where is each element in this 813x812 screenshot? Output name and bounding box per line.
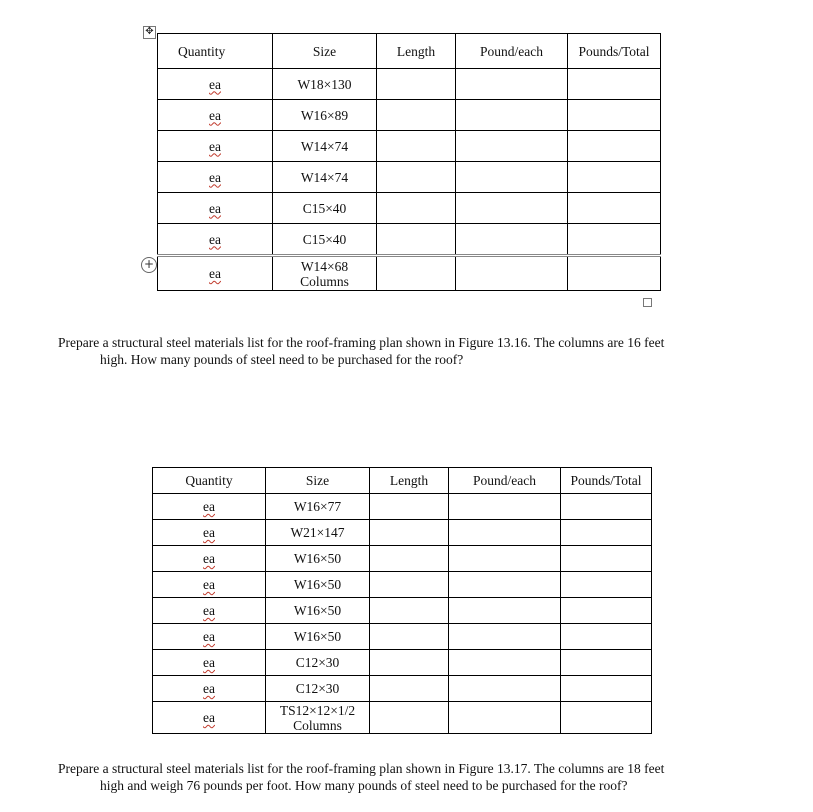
pounds-total-cell[interactable]: [568, 224, 661, 256]
header-length[interactable]: Length: [370, 468, 449, 494]
table-row: [153, 676, 652, 702]
pound-each-cell[interactable]: [449, 572, 561, 598]
pounds-total-cell[interactable]: [561, 598, 652, 624]
pounds-total-cell[interactable]: [561, 572, 652, 598]
pound-each-cell[interactable]: [456, 131, 568, 162]
size-cell[interactable]: W16×50: [266, 572, 370, 598]
table-row: [153, 624, 652, 650]
quantity-unit: ea: [209, 76, 221, 92]
header-quantity[interactable]: Quantity: [158, 34, 273, 69]
table-row: [153, 494, 652, 520]
pound-each-cell[interactable]: [449, 676, 561, 702]
length-cell[interactable]: [377, 69, 456, 100]
table-row: [158, 193, 661, 224]
quantity-unit: ea: [203, 603, 215, 618]
table-row: [153, 598, 652, 624]
quantity-unit: ea: [209, 231, 221, 247]
length-cell[interactable]: [370, 650, 449, 676]
table-row: [153, 650, 652, 676]
paragraph-line: Prepare a structural steel materials list for the roof-framing plan shown in Figure 13.17. The columns are 18 feet: [58, 761, 665, 776]
quantity-unit: ea: [209, 200, 221, 216]
quantity-unit: ea: [209, 107, 221, 123]
quantity-cell[interactable]: [153, 650, 266, 676]
table-row: [158, 69, 661, 100]
size-cell[interactable]: W21×147: [266, 520, 370, 546]
table-row: [153, 520, 652, 546]
pound-each-cell[interactable]: [456, 100, 568, 131]
pounds-total-cell[interactable]: [561, 702, 652, 734]
header-pounds-total[interactable]: Pounds/Total: [568, 34, 661, 69]
problem-paragraph-2: [58, 760, 758, 794]
pounds-total-cell[interactable]: [561, 546, 652, 572]
quantity-cell[interactable]: [158, 100, 273, 131]
quantity-cell[interactable]: [158, 193, 273, 224]
length-cell[interactable]: [377, 224, 456, 256]
length-cell[interactable]: [370, 494, 449, 520]
pound-each-cell[interactable]: [449, 520, 561, 546]
pounds-total-cell[interactable]: [568, 100, 661, 131]
header-quantity[interactable]: Quantity: [153, 468, 266, 494]
table-row: [153, 702, 652, 734]
length-cell[interactable]: [377, 131, 456, 162]
pounds-total-cell[interactable]: [561, 676, 652, 702]
length-cell[interactable]: [377, 162, 456, 193]
table-row: [153, 572, 652, 598]
size-value: TS12×12×1/2: [279, 702, 356, 718]
pound-each-cell[interactable]: [449, 494, 561, 520]
quantity-unit: ea: [203, 525, 215, 540]
pounds-total-cell[interactable]: [568, 162, 661, 193]
pounds-total-cell[interactable]: [561, 650, 652, 676]
paragraph-line: Prepare a structural steel materials list for the roof-framing plan shown in Figure 13.16. The columns are 16 feet: [58, 335, 665, 350]
length-cell[interactable]: [370, 572, 449, 598]
size-cell[interactable]: C15×40: [273, 193, 377, 224]
size-cell[interactable]: W18×130: [273, 69, 377, 100]
size-cell[interactable]: W16×77: [266, 494, 370, 520]
table-row: [158, 224, 661, 256]
quantity-cell[interactable]: [153, 598, 266, 624]
table-row: [158, 256, 661, 291]
size-cell[interactable]: W14×74: [273, 131, 377, 162]
size-cell[interactable]: C12×30: [266, 650, 370, 676]
pound-each-cell[interactable]: [456, 162, 568, 193]
quantity-cell[interactable]: [158, 256, 273, 291]
table-header-row: [158, 34, 661, 69]
quantity-cell[interactable]: [153, 624, 266, 650]
materials-table-2: [152, 467, 652, 734]
length-cell[interactable]: [370, 702, 449, 734]
table-move-handle-icon[interactable]: ✥: [143, 26, 156, 39]
table-header-row: [153, 468, 652, 494]
quantity-unit: ea: [203, 577, 215, 592]
pound-each-cell[interactable]: [449, 624, 561, 650]
insert-row-plus-icon[interactable]: +: [141, 257, 157, 273]
pounds-total-cell[interactable]: [568, 256, 661, 291]
header-length[interactable]: Length: [377, 34, 456, 69]
materials-table-1: [157, 33, 661, 291]
length-cell[interactable]: [377, 100, 456, 131]
size-cell[interactable]: C12×30: [266, 676, 370, 702]
table-row: [158, 131, 661, 162]
length-cell[interactable]: [370, 598, 449, 624]
quantity-cell[interactable]: [158, 131, 273, 162]
size-note: Columns: [293, 717, 342, 733]
length-cell[interactable]: [370, 546, 449, 572]
size-cell[interactable]: W16×50: [266, 546, 370, 572]
header-pound-each[interactable]: Pound/each: [456, 34, 568, 69]
quantity-unit: ea: [203, 681, 215, 696]
pound-each-cell[interactable]: [449, 702, 561, 734]
pounds-total-cell[interactable]: [568, 193, 661, 224]
size-cell[interactable]: W16×50: [266, 598, 370, 624]
pounds-total-cell[interactable]: [568, 131, 661, 162]
pound-each-cell[interactable]: [456, 69, 568, 100]
size-cell[interactable]: W14×74: [273, 162, 377, 193]
size-cell[interactable]: W16×50: [266, 624, 370, 650]
pound-each-cell[interactable]: [456, 193, 568, 224]
header-size[interactable]: Size: [273, 34, 377, 69]
paragraph-line: high and weigh 76 pounds per foot. How many pounds of steel need to be purchased for the roof?: [100, 778, 628, 793]
length-cell[interactable]: [370, 676, 449, 702]
header-size[interactable]: Size: [266, 468, 370, 494]
quantity-cell[interactable]: [153, 494, 266, 520]
pound-each-cell[interactable]: [456, 224, 568, 256]
pound-each-cell[interactable]: [449, 598, 561, 624]
quantity-cell[interactable]: [153, 546, 266, 572]
quantity-unit: ea: [203, 499, 215, 514]
quantity-cell[interactable]: [158, 69, 273, 100]
size-note: Columns: [300, 273, 349, 289]
pound-each-cell[interactable]: [456, 256, 568, 291]
size-cell[interactable]: W16×89: [273, 100, 377, 131]
table-row: [153, 546, 652, 572]
pounds-total-cell[interactable]: [561, 624, 652, 650]
quantity-cell[interactable]: [153, 676, 266, 702]
quantity-cell[interactable]: [158, 162, 273, 193]
problem-paragraph-1: [58, 334, 758, 368]
size-cell[interactable]: C15×40: [273, 224, 377, 256]
pounds-total-cell[interactable]: [561, 520, 652, 546]
length-cell[interactable]: [377, 193, 456, 224]
length-cell[interactable]: [370, 520, 449, 546]
paragraph-line: high. How many pounds of steel need to be purchased for the roof?: [100, 352, 464, 367]
pounds-total-cell[interactable]: [568, 69, 661, 100]
quantity-cell[interactable]: [153, 702, 266, 734]
table-row: [158, 162, 661, 193]
header-pounds-total[interactable]: Pounds/Total: [561, 468, 652, 494]
quantity-cell[interactable]: [153, 572, 266, 598]
table-row: [158, 100, 661, 131]
size-value: W14×68: [300, 258, 349, 274]
quantity-cell[interactable]: [158, 224, 273, 256]
quantity-unit: ea: [209, 266, 221, 281]
quantity-unit: ea: [203, 629, 215, 644]
pound-each-cell[interactable]: [449, 650, 561, 676]
table-resize-handle-icon[interactable]: [643, 298, 652, 307]
pounds-total-cell[interactable]: [561, 494, 652, 520]
quantity-unit: ea: [203, 655, 215, 670]
size-cell[interactable]: [273, 256, 377, 291]
length-cell[interactable]: [370, 624, 449, 650]
quantity-unit: ea: [203, 551, 215, 566]
quantity-unit: ea: [209, 169, 221, 185]
quantity-unit: ea: [203, 710, 215, 725]
pound-each-cell[interactable]: [449, 546, 561, 572]
length-cell[interactable]: [377, 256, 456, 291]
size-cell[interactable]: [266, 702, 370, 734]
quantity-unit: ea: [209, 138, 221, 154]
header-pound-each[interactable]: Pound/each: [449, 468, 561, 494]
quantity-cell[interactable]: [153, 520, 266, 546]
